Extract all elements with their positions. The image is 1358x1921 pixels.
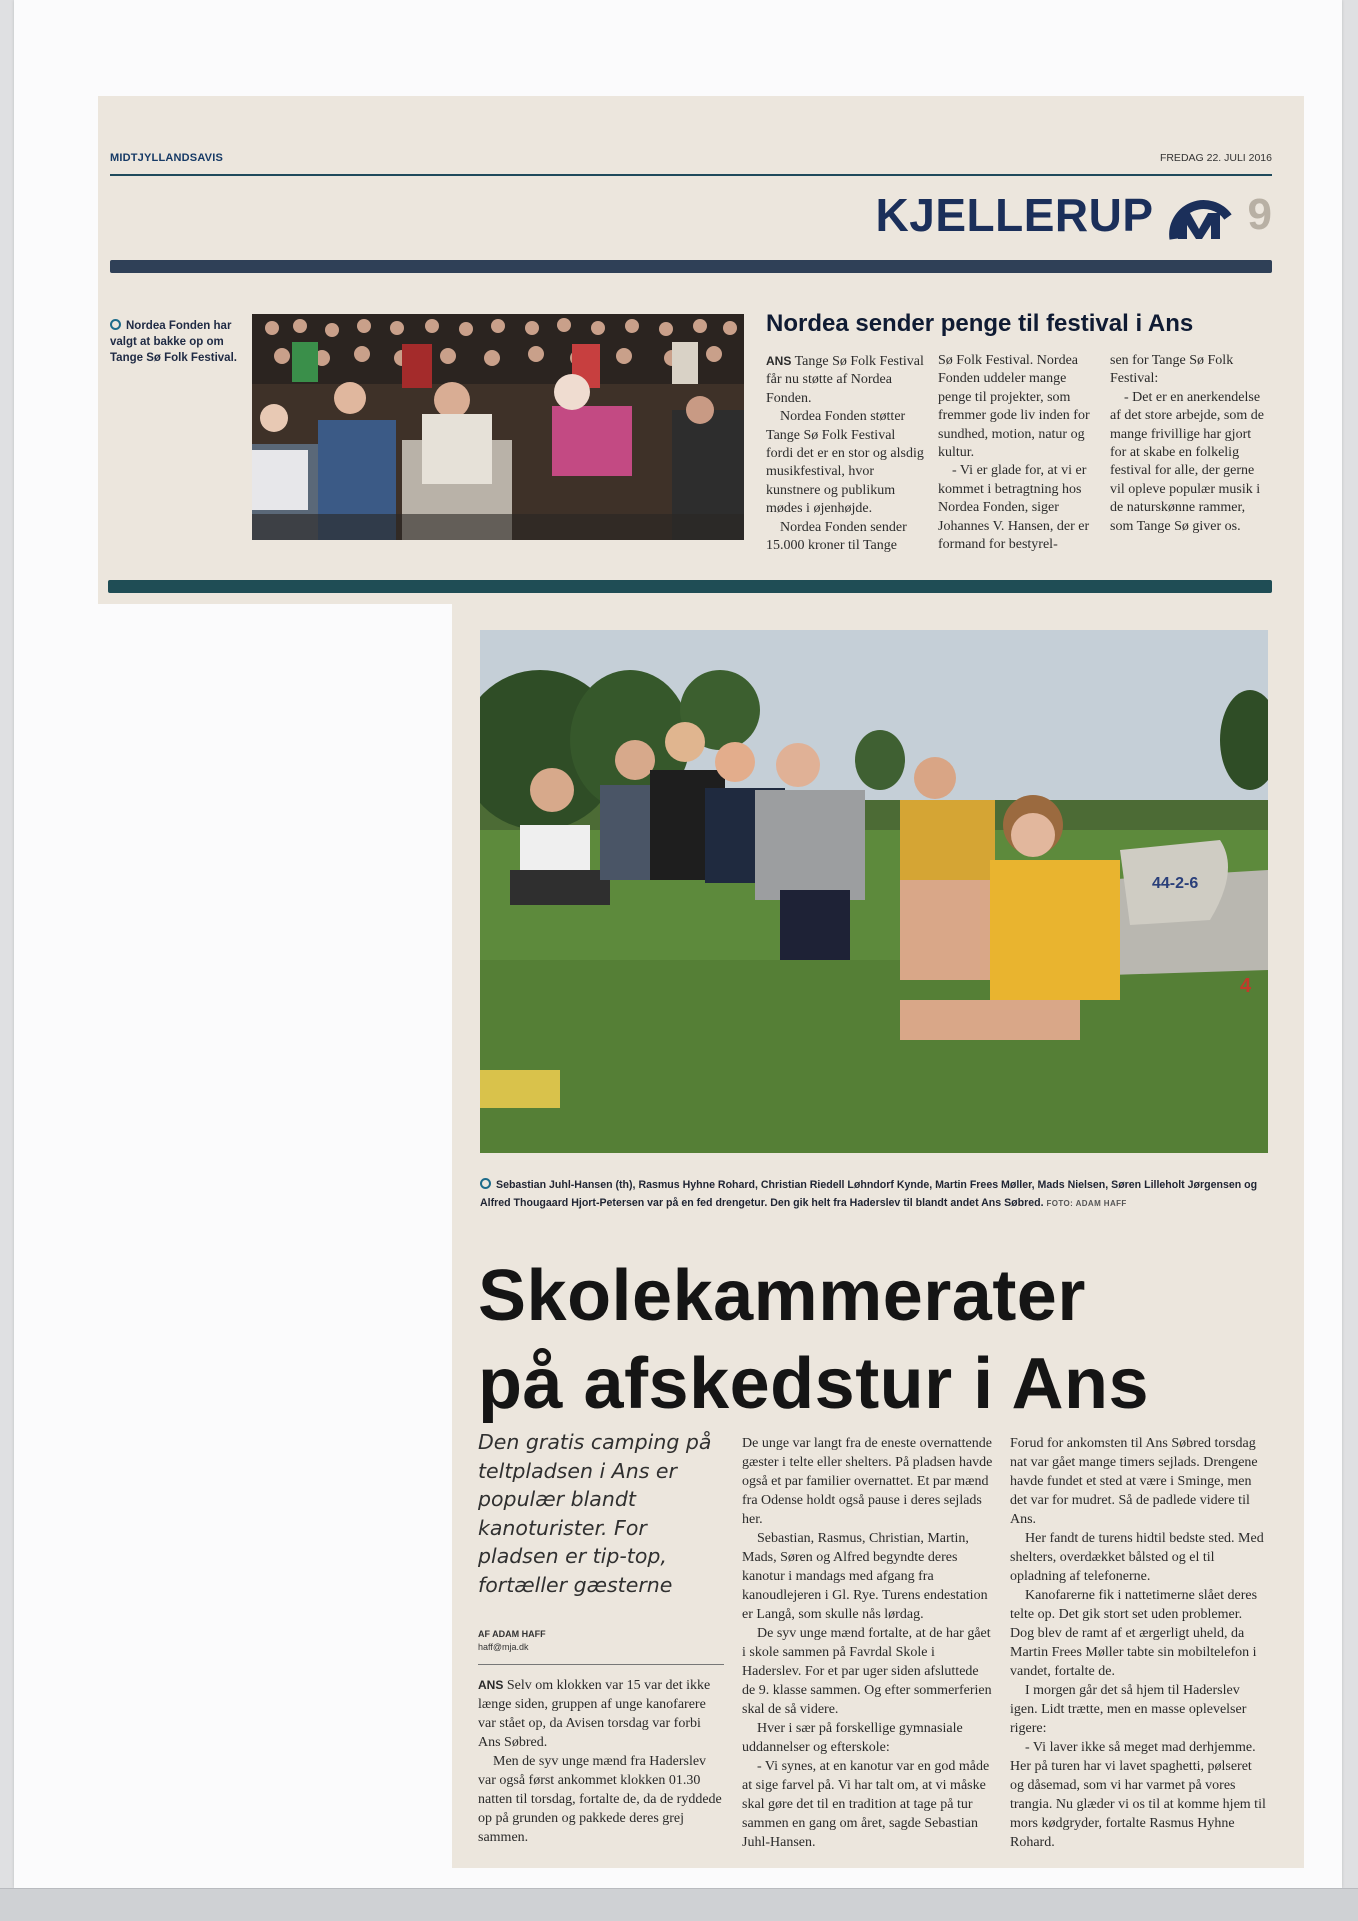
photo1-caption xyxy=(110,318,240,366)
article1-column-3 xyxy=(1110,352,1268,555)
caption-bullet-icon xyxy=(110,319,121,330)
page-number: 9 xyxy=(1247,190,1272,239)
article2-byline xyxy=(478,1628,724,1665)
article2-dateline: ANS xyxy=(478,1678,504,1692)
caption-bullet-icon xyxy=(480,1178,491,1189)
article2-paragraph xyxy=(478,1676,726,1752)
article2-intro: Den gratis camping på teltpladsen i Ans er populær blandt kanoturister. For pladsen er tip-top, fortæller gæsterne xyxy=(478,1430,712,1597)
middle-rule xyxy=(108,580,1272,593)
article1-column-1 xyxy=(766,352,924,555)
section-header xyxy=(876,180,1272,250)
article2-paragraph: Forud for ankomsten til Ans Søbred torsdag nat var gået mange timers sejlads. Drengene havde fundet et sted at være i Sminge, men det var for mudret. Så de padlede videre til Ans. xyxy=(1010,1436,1258,1527)
article1-paragraph: - Det er en anerkendelse af det store arbejde, som de mange frivillige har gjort for at skabe en folkelig festival for alle, der gerne vil opleve populær musik i de naturskønne rammer, som Tange Sø giver os. xyxy=(1110,389,1264,534)
article2-paragraph: De unge var langt fra de eneste overnattende gæster i telte eller shelters. På pladsen havde også et par familier overnattet. Et par mænd fra Odense holdt også pause i deres sejlads her. xyxy=(742,1436,993,1527)
newspaper-logo-icon xyxy=(1166,187,1236,243)
article1-column-2 xyxy=(938,352,1096,555)
photo1-caption-text: Nordea Fonden har valgt at bakke op om Tange Sø Folk Festival. xyxy=(110,320,237,364)
photo2-caption-text: Sebastian Juhl-Hansen (th), Rasmus Hyhne Rohard, Christian Riedell Løhndorf Kynde, Martin Frees Møller, Mads Nielsen, Søren Lilleholt Jørgensen og Alfred Thougaard Hjort-Petersen var på en fed drengetur. Den gik helt fra Haderslev til blandt andet Ans Søbred. xyxy=(480,1179,1258,1209)
article2-paragraph: Sebastian, Rasmus, Christian, Martin, Mads, Søren og Alfred begyndte deres kanotur i mandags med afgang fra kanoudlejeren i Gl. Rye. Turens endestation er Langå, som skulle nås lørdag. xyxy=(742,1531,988,1622)
author-name: AF ADAM HAFF xyxy=(478,1629,546,1639)
newspaper-name: MIDTJYLLANDSAVIS xyxy=(110,152,224,164)
article1-dateline: ANS xyxy=(766,354,792,368)
article1-body xyxy=(766,352,1270,555)
article2-column-1 xyxy=(478,1676,726,1847)
article1-paragraph: sen for Tange Sø Folk Festival: xyxy=(1110,353,1234,387)
article2-headline-line2: på afskedstur i Ans xyxy=(478,1344,1150,1424)
article1-paragraph: Sø Folk Festival. Nordea Fonden uddeler mange penge til projekter, som fremmer gode liv inden for sundhed, motion, natur og kultur. xyxy=(938,353,1090,461)
article2-paragraph: Her fandt de turens hidtil bedste sted. Med shelters, overdækket bålsted og el til opladning af telefonerne. xyxy=(1010,1531,1264,1584)
article2-paragraph: De syv unge mænd fortalte, at de har gået i skole sammen på Favrdal Skole i Haderslev. For et par uger siden afsluttede de 9. klasse sammen. Og efter sommerferien skal de så videre. xyxy=(742,1626,992,1717)
article2-headline-line1: Skolekammerater xyxy=(478,1256,1086,1336)
canoe-number: 44-2-6 xyxy=(1152,875,1199,892)
article1-paragraph: Nordea Fonden sender 15.000 kroner til Tange xyxy=(766,519,907,554)
article2-paragraph: - Vi synes, at en kanotur var en god måde at sige farvel på. Vi har talt om, at vi måske skal gøre det til en tradition at tage på tur sammen en gang om året, sagde Sebastian Juhl-Hansen. xyxy=(742,1759,990,1850)
section-title: KJELLERUP xyxy=(875,189,1154,241)
canoe-number-2: 4 xyxy=(1240,975,1252,997)
article2-headline xyxy=(478,1252,1149,1428)
article1-headline: Nordea sender penge til festival i Ans xyxy=(766,310,1194,337)
photo-credit: FOTO: ADAM HAFF xyxy=(1046,1199,1127,1208)
festival-crowd-photo xyxy=(252,314,744,540)
article2-paragraph: Kanofarerne fik i nattetimerne slået deres telte op. Det gik stort set uden problemer. Dog blev de ramt af et ærgerligt uheld, da Martin Frees Møller tabte sin mobiltelefon i vandet, fortalte de. xyxy=(1010,1588,1258,1679)
article2-paragraph: I morgen går det så hjem til Haderslev igen. Lidt trætte, men en masse oplevelser rigere: xyxy=(1010,1683,1247,1736)
article2-paragraph: Men de syv unge mænd fra Haderslev var også først ankommet klokken 01.30 natten til torsdag, fortalte de, da de ryddede op på grunden og pakkede deres grej sammen. xyxy=(478,1754,722,1845)
boys-canoe-photo xyxy=(480,630,1268,1153)
article2-text: Selv om klokken var 15 var det ikke længe siden, gruppen af unge kanofarere var stået op, da Avisen torsdag var forbi Ans Søbred. xyxy=(478,1678,711,1750)
article2-paragraph: Hver i sær på forskellige gymnasiale uddannelser og efterskole: xyxy=(742,1721,963,1755)
issue-date: FREDAG 22. JULI 2016 xyxy=(1159,152,1272,164)
article1-paragraph xyxy=(766,352,924,408)
article2-column-3 xyxy=(1010,1434,1268,1852)
masthead xyxy=(110,152,1272,176)
author-email: haff@mja.dk xyxy=(478,1642,529,1652)
top-rule xyxy=(110,260,1272,273)
article2-paragraph: - Vi laver ikke så meget mad derhjemme. Her på turen har vi lavet spaghetti, pølseret og dåsemad, som vi har varmet på vores trangia. Nu glæder vi os til at komme hjem til mors kødgryder, fortalte Rasmus Hyhne Rohard. xyxy=(1010,1740,1266,1850)
sleeve-edge xyxy=(0,1888,1358,1921)
photo2-caption xyxy=(480,1176,1268,1213)
article1-paragraph: - Vi er glade for, at vi er kommet i betragtning hos Nordea Fonden, siger Johannes V. Hansen, der er formand for bestyrel- xyxy=(938,463,1090,553)
article1-paragraph: Nordea Fonden støtter Tange Sø Folk Festival fordi det er en stor og alsdig musikfestival, hvor kunstnere og publikum mødes i øjenhøjde. xyxy=(766,409,924,517)
article2-column-2 xyxy=(742,1434,994,1852)
article1-text: Tange Sø Folk Festival får nu støtte af Nordea Fonden. xyxy=(766,354,924,406)
